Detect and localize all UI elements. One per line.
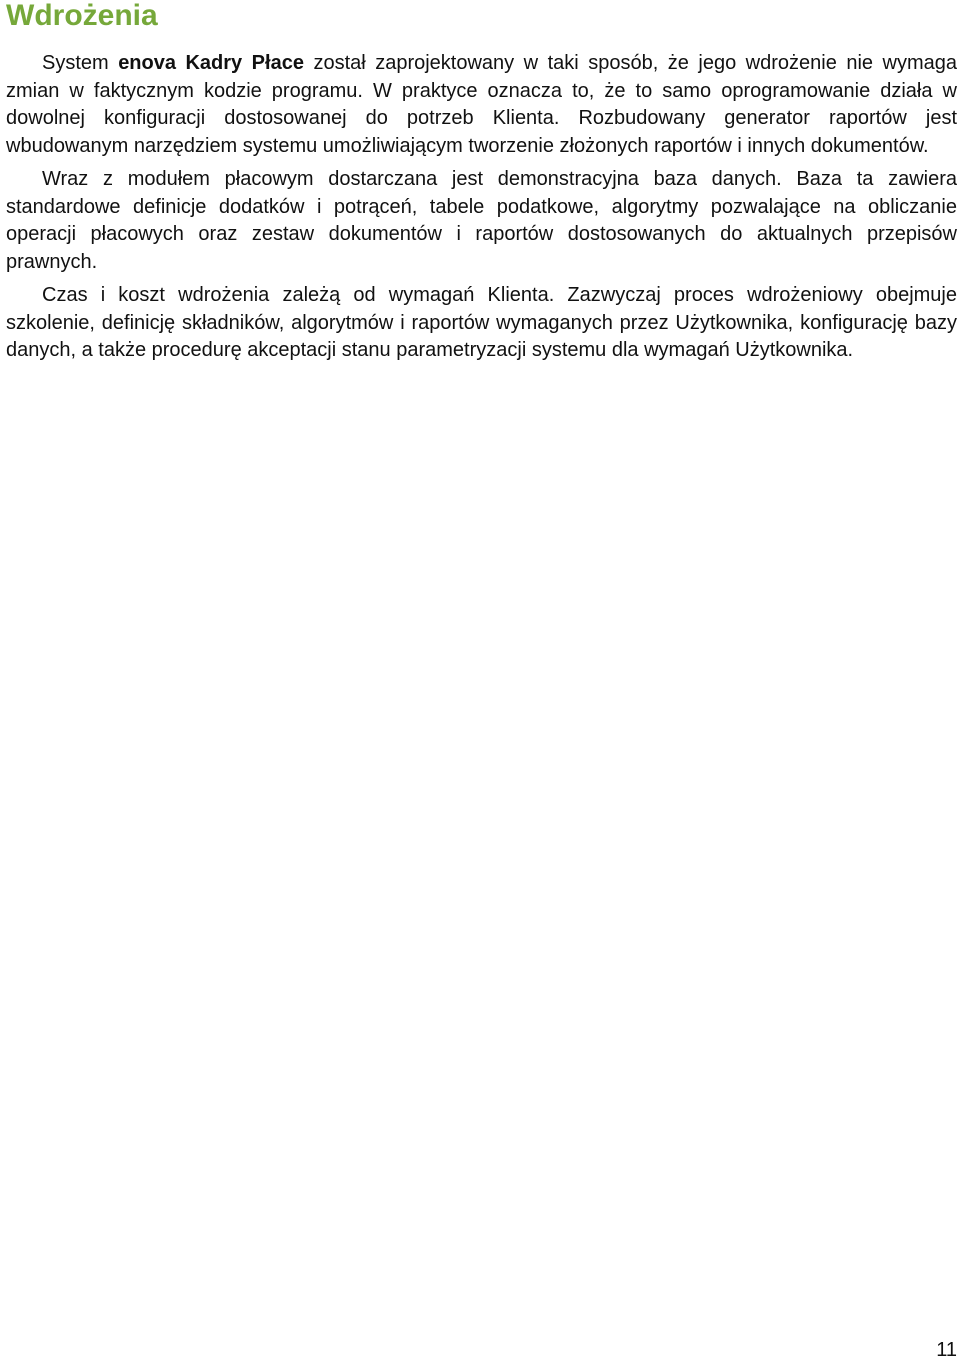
paragraph-intro-start: System xyxy=(42,52,119,74)
product-name: enova Kadry Płace xyxy=(118,52,304,74)
paragraph-demo-database: Wraz z modułem płacowym dostarczana jest demonstracyjna baza danych. Baza ta zawiera standardowe definicje dodatków i potrąceń, tabele podatkowe, algorytmy pozwalające na obliczanie operacji płacowych oraz zestaw dokumentów i raportów dostosowanych do aktualnych przepisów prawnych. xyxy=(6,168,957,273)
paragraph-implementation-process: Czas i koszt wdrożenia zależą od wymagań Klienta. Zazwyczaj proces wdrożeniowy obejmuje szkolenie, definicję składników, algorytmów i raportów wymaganych przez Użytkownika, konfigurację bazy danych, a także procedurę akceptacji stanu parametryzacji systemu dla wymagań Użytkownika. xyxy=(6,284,957,361)
paragraph-intro xyxy=(6,50,957,160)
page-number: 11 xyxy=(936,1339,957,1361)
paragraph-intro-rest: został zaprojektowany w taki sposób, że jego wdrożenie nie wymaga zmian w faktycznym kodzie programu. W praktyce oznacza to, że to samo oprogramowanie działa w dowolnej konfiguracji dostosowanej do potrzeb Klienta. Rozbudowany generator raportów jest wbudowanym narzędziem systemu umożliwiającym tworzenie złożonych raportów i innych dokumentów. xyxy=(6,52,958,157)
section-body xyxy=(6,50,957,371)
section-heading: Wdrożenia xyxy=(6,0,158,32)
